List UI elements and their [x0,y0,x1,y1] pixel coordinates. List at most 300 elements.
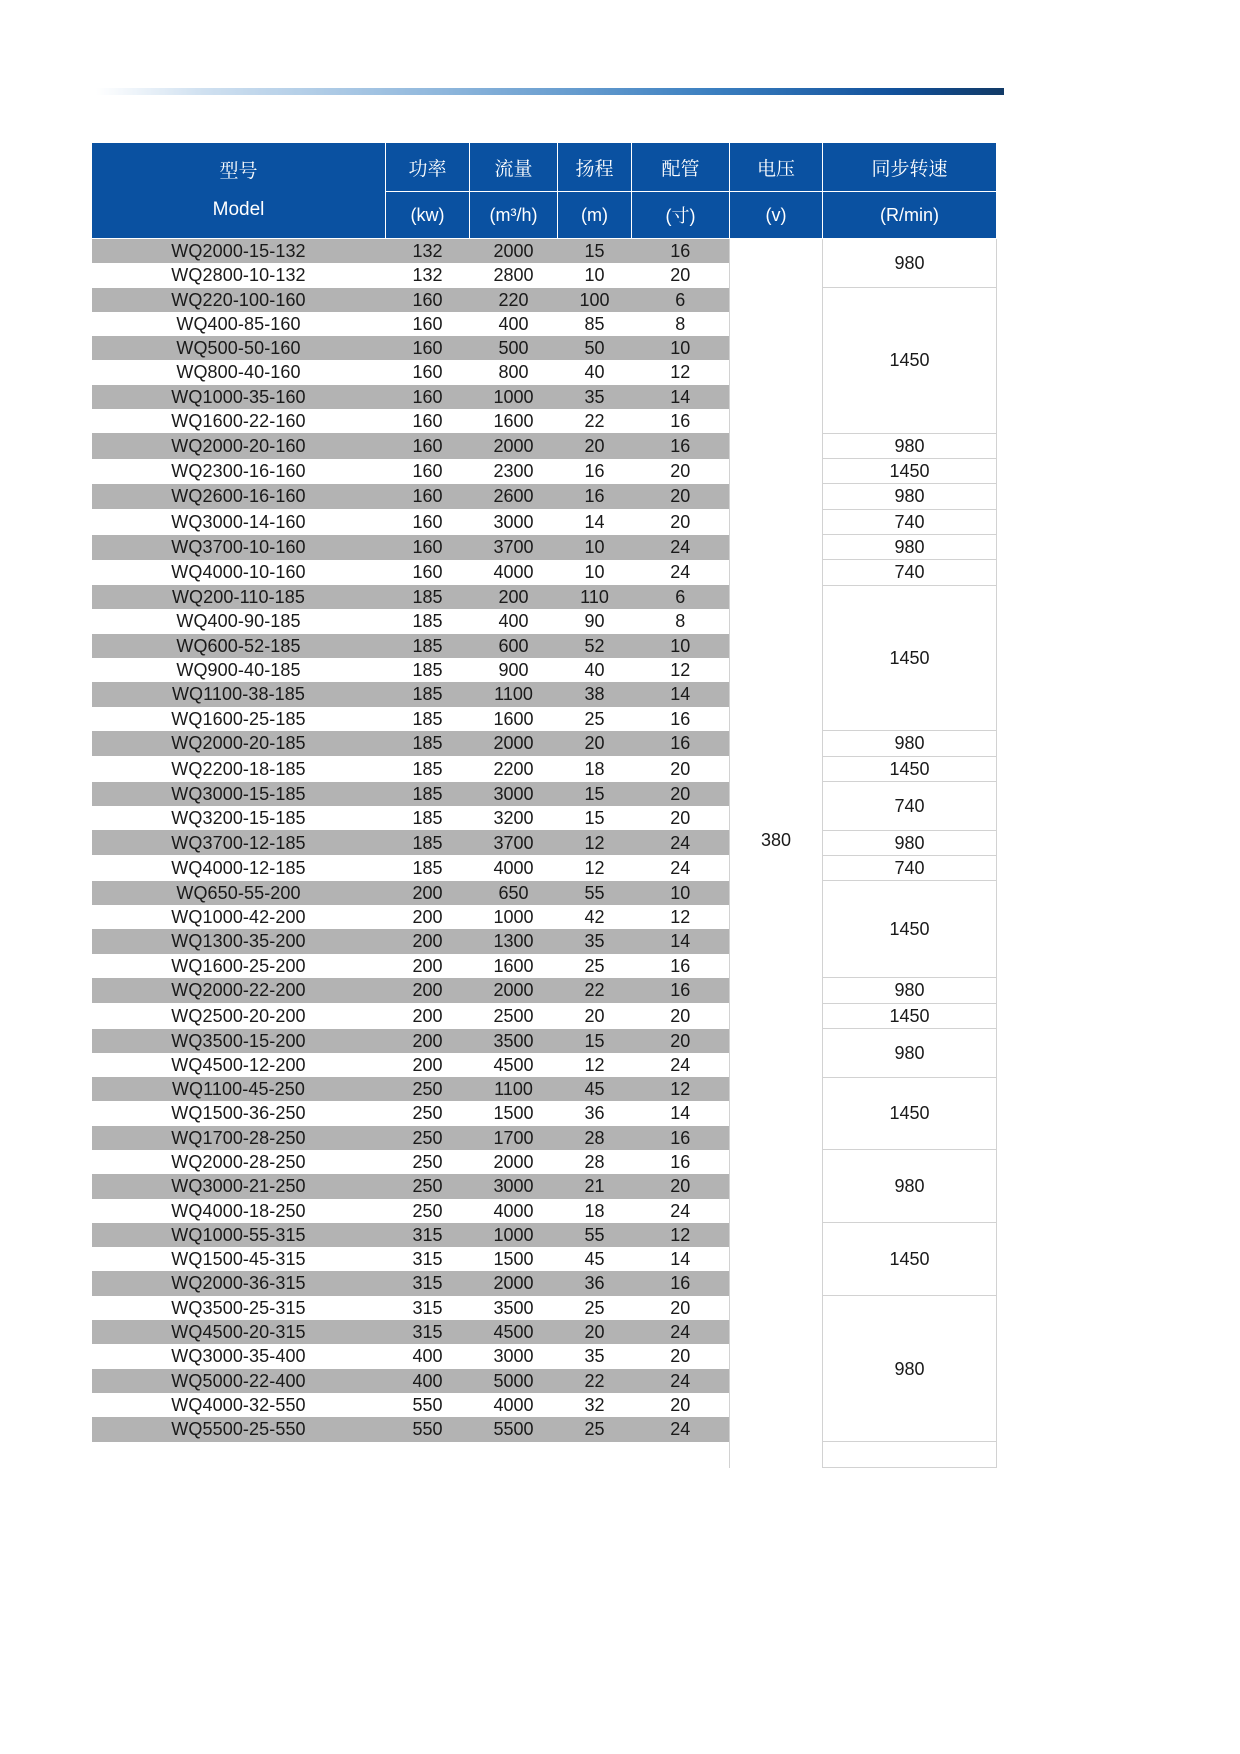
flow-cell: 2000 [470,1150,558,1174]
flow-cell: 2600 [470,484,558,509]
model-cell: WQ1500-36-250 [92,1101,386,1125]
header-voltage-unit: (v) [730,192,823,239]
head-cell: 12 [558,830,632,855]
pipe-cell: 24 [632,535,730,560]
model-cell: WQ3700-12-185 [92,830,386,855]
power-cell: 160 [386,535,470,560]
power-cell: 200 [386,1053,470,1077]
power-cell: 250 [386,1101,470,1125]
power-cell: 185 [386,585,470,609]
speed-cell: 980 [823,1296,997,1442]
speed-cell: 1450 [823,881,997,978]
pipe-cell: 24 [632,855,730,880]
model-cell: WQ1000-35-160 [92,385,386,409]
pipe-cell: 8 [632,312,730,336]
model-cell: WQ3500-15-200 [92,1029,386,1053]
filler-speed-cell [823,1442,997,1468]
power-cell: 400 [386,1344,470,1368]
head-cell: 20 [558,433,632,458]
power-cell: 160 [386,459,470,484]
head-cell: 42 [558,905,632,929]
model-cell: WQ1500-45-315 [92,1247,386,1271]
filler-cell [558,1442,632,1468]
flow-cell: 3500 [470,1296,558,1320]
model-cell: WQ3200-15-185 [92,806,386,830]
speed-cell: 1450 [823,459,997,484]
head-cell: 15 [558,806,632,830]
flow-cell: 1000 [470,385,558,409]
power-cell: 160 [386,336,470,360]
voltage-cell: 380 [730,239,823,1442]
head-cell: 22 [558,1369,632,1393]
model-cell: WQ2200-18-185 [92,756,386,781]
model-cell: WQ3000-14-160 [92,509,386,534]
head-cell: 12 [558,1053,632,1077]
pipe-cell: 14 [632,929,730,953]
flow-cell: 2000 [470,731,558,756]
flow-cell: 2000 [470,433,558,458]
pump-specification-table [91,142,997,1468]
model-cell: WQ1100-45-250 [92,1077,386,1101]
power-cell: 315 [386,1271,470,1295]
pipe-cell: 14 [632,1247,730,1271]
power-cell: 315 [386,1320,470,1344]
flow-cell: 4500 [470,1053,558,1077]
power-cell: 185 [386,756,470,781]
model-cell: WQ4500-12-200 [92,1053,386,1077]
power-cell: 200 [386,954,470,978]
pipe-cell: 12 [632,1077,730,1101]
head-cell: 36 [558,1271,632,1295]
table-row [92,830,997,855]
pipe-cell: 12 [632,905,730,929]
model-cell: WQ2000-36-315 [92,1271,386,1295]
pipe-cell: 16 [632,1126,730,1150]
pipe-cell: 6 [632,585,730,609]
header-speed-cn: 同步转速 [823,143,997,192]
speed-cell: 980 [823,978,997,1003]
model-cell: WQ4000-32-550 [92,1393,386,1417]
head-cell: 10 [558,560,632,585]
table-filler-row [92,1442,997,1468]
head-cell: 100 [558,288,632,312]
table-row [92,509,997,534]
power-cell: 550 [386,1393,470,1417]
flow-cell: 1100 [470,1077,558,1101]
power-cell: 250 [386,1077,470,1101]
pipe-cell: 20 [632,1296,730,1320]
flow-cell: 500 [470,336,558,360]
table-row [92,1223,997,1247]
power-cell: 185 [386,731,470,756]
flow-cell: 1000 [470,1223,558,1247]
pipe-cell: 20 [632,756,730,781]
model-cell: WQ3000-15-185 [92,782,386,806]
header-head-unit: (m) [558,192,632,239]
head-cell: 85 [558,312,632,336]
pipe-cell: 24 [632,1320,730,1344]
pipe-cell: 10 [632,881,730,905]
pipe-cell: 20 [632,484,730,509]
pipe-cell: 6 [632,288,730,312]
model-cell: WQ2000-20-160 [92,433,386,458]
flow-cell: 2200 [470,756,558,781]
head-cell: 25 [558,954,632,978]
pipe-cell: 16 [632,731,730,756]
model-cell: WQ600-52-185 [92,634,386,658]
head-cell: 20 [558,731,632,756]
power-cell: 315 [386,1223,470,1247]
head-cell: 20 [558,1003,632,1028]
power-cell: 160 [386,509,470,534]
head-cell: 15 [558,239,632,264]
table-body [92,239,997,1468]
power-cell: 315 [386,1247,470,1271]
pipe-cell: 16 [632,409,730,433]
header-speed-unit: (R/min) [823,192,997,239]
power-cell: 400 [386,1369,470,1393]
flow-cell: 4000 [470,1393,558,1417]
table-row [92,535,997,560]
head-cell: 32 [558,1393,632,1417]
head-cell: 22 [558,978,632,1003]
pipe-cell: 16 [632,433,730,458]
header-voltage-cn: 电压 [730,143,823,192]
model-cell: WQ1300-35-200 [92,929,386,953]
header-power-unit: (kw) [386,192,470,239]
model-cell: WQ1000-55-315 [92,1223,386,1247]
power-cell: 550 [386,1417,470,1441]
head-cell: 50 [558,336,632,360]
power-cell: 250 [386,1199,470,1223]
power-cell: 160 [386,560,470,585]
speed-cell: 740 [823,782,997,831]
flow-cell: 650 [470,881,558,905]
power-cell: 185 [386,707,470,731]
power-cell: 160 [386,409,470,433]
model-cell: WQ4000-18-250 [92,1199,386,1223]
flow-cell: 4000 [470,1199,558,1223]
flow-cell: 1300 [470,929,558,953]
model-cell: WQ650-55-200 [92,881,386,905]
head-cell: 35 [558,1344,632,1368]
model-cell: WQ5000-22-400 [92,1369,386,1393]
pipe-cell: 20 [632,1029,730,1053]
table-row [92,731,997,756]
table-row [92,1296,997,1320]
table-header [92,143,997,239]
top-gradient-rule [96,88,1004,95]
filler-cell [470,1442,558,1468]
head-cell: 45 [558,1247,632,1271]
pipe-cell: 10 [632,634,730,658]
pipe-cell: 24 [632,1417,730,1441]
head-cell: 18 [558,1199,632,1223]
speed-cell: 1450 [823,1077,997,1150]
model-cell: WQ500-50-160 [92,336,386,360]
filler-cell [386,1442,470,1468]
model-cell: WQ2000-15-132 [92,239,386,264]
flow-cell: 3000 [470,782,558,806]
flow-cell: 1000 [470,905,558,929]
pipe-cell: 20 [632,1393,730,1417]
speed-cell: 740 [823,509,997,534]
model-cell: WQ2000-22-200 [92,978,386,1003]
power-cell: 160 [386,312,470,336]
model-cell: WQ3000-35-400 [92,1344,386,1368]
model-cell: WQ3500-25-315 [92,1296,386,1320]
flow-cell: 3700 [470,830,558,855]
header-flow-cn: 流量 [470,143,558,192]
flow-cell: 1100 [470,682,558,706]
flow-cell: 2000 [470,978,558,1003]
speed-cell: 980 [823,1029,997,1078]
model-cell: WQ3700-10-160 [92,535,386,560]
flow-cell: 2000 [470,239,558,264]
flow-cell: 1500 [470,1247,558,1271]
head-cell: 28 [558,1150,632,1174]
power-cell: 200 [386,929,470,953]
model-cell: WQ900-40-185 [92,658,386,682]
pipe-cell: 20 [632,459,730,484]
table-row [92,978,997,1003]
power-cell: 315 [386,1296,470,1320]
power-cell: 132 [386,239,470,264]
head-cell: 16 [558,484,632,509]
filler-cell [92,1442,386,1468]
speed-cell: 980 [823,1150,997,1223]
flow-cell: 2300 [470,459,558,484]
speed-cell: 1450 [823,288,997,434]
power-cell: 185 [386,634,470,658]
model-cell: WQ4000-10-160 [92,560,386,585]
table-row [92,239,997,264]
speed-cell: 980 [823,731,997,756]
table-row [92,459,997,484]
power-cell: 250 [386,1126,470,1150]
head-cell: 28 [558,1126,632,1150]
speed-cell: 980 [823,239,997,288]
speed-cell: 980 [823,433,997,458]
model-cell: WQ5500-25-550 [92,1417,386,1441]
model-cell: WQ2800-10-132 [92,263,386,287]
power-cell: 160 [386,385,470,409]
head-cell: 55 [558,881,632,905]
flow-cell: 3500 [470,1029,558,1053]
flow-cell: 4500 [470,1320,558,1344]
speed-cell: 1450 [823,585,997,731]
flow-cell: 1700 [470,1126,558,1150]
pipe-cell: 16 [632,954,730,978]
power-cell: 185 [386,682,470,706]
head-cell: 15 [558,782,632,806]
flow-cell: 400 [470,312,558,336]
head-cell: 25 [558,707,632,731]
power-cell: 200 [386,1003,470,1028]
speed-cell: 1450 [823,1223,997,1296]
model-cell: WQ1600-25-185 [92,707,386,731]
header-pipe-cn: 配管 [632,143,730,192]
pipe-cell: 20 [632,1003,730,1028]
flow-cell: 1500 [470,1101,558,1125]
header-pipe-unit: (寸) [632,192,730,239]
table-row [92,881,997,905]
head-cell: 10 [558,263,632,287]
head-cell: 40 [558,360,632,384]
power-cell: 160 [386,360,470,384]
model-cell: WQ2000-28-250 [92,1150,386,1174]
table-row [92,560,997,585]
pipe-cell: 14 [632,682,730,706]
head-cell: 18 [558,756,632,781]
power-cell: 160 [386,484,470,509]
model-cell: WQ200-110-185 [92,585,386,609]
head-cell: 25 [558,1417,632,1441]
power-cell: 185 [386,609,470,633]
head-cell: 22 [558,409,632,433]
pipe-cell: 20 [632,806,730,830]
model-cell: WQ2300-16-160 [92,459,386,484]
pipe-cell: 10 [632,336,730,360]
pipe-cell: 24 [632,1199,730,1223]
model-cell: WQ220-100-160 [92,288,386,312]
head-cell: 20 [558,1320,632,1344]
flow-cell: 4000 [470,560,558,585]
pipe-cell: 16 [632,1271,730,1295]
table-row [92,433,997,458]
head-cell: 35 [558,385,632,409]
speed-cell: 980 [823,535,997,560]
table-row [92,585,997,609]
pipe-cell: 20 [632,1344,730,1368]
specification-table-wrapper [91,142,996,1468]
flow-cell: 800 [470,360,558,384]
flow-cell: 1600 [470,707,558,731]
flow-cell: 2000 [470,1271,558,1295]
pipe-cell: 20 [632,263,730,287]
power-cell: 160 [386,433,470,458]
filler-cell [632,1442,730,1468]
head-cell: 52 [558,634,632,658]
power-cell: 200 [386,1029,470,1053]
head-cell: 36 [558,1101,632,1125]
pipe-cell: 20 [632,1174,730,1198]
power-cell: 185 [386,658,470,682]
table-row [92,855,997,880]
model-cell: WQ1100-38-185 [92,682,386,706]
pipe-cell: 20 [632,782,730,806]
speed-cell: 1450 [823,756,997,781]
pipe-cell: 16 [632,707,730,731]
head-cell: 15 [558,1029,632,1053]
power-cell: 185 [386,806,470,830]
table-row [92,1029,997,1053]
speed-cell: 1450 [823,1003,997,1028]
table-row [92,1077,997,1101]
model-cell: WQ1700-28-250 [92,1126,386,1150]
speed-cell: 980 [823,484,997,509]
table-row [92,1150,997,1174]
model-cell: WQ1600-22-160 [92,409,386,433]
flow-cell: 200 [470,585,558,609]
pipe-cell: 24 [632,830,730,855]
pipe-cell: 24 [632,1053,730,1077]
pipe-cell: 24 [632,1369,730,1393]
pipe-cell: 14 [632,1101,730,1125]
pipe-cell: 16 [632,239,730,264]
pipe-cell: 20 [632,509,730,534]
head-cell: 10 [558,535,632,560]
head-cell: 110 [558,585,632,609]
head-cell: 16 [558,459,632,484]
table-row [92,288,997,312]
head-cell: 38 [558,682,632,706]
head-cell: 55 [558,1223,632,1247]
header-power-cn: 功率 [386,143,470,192]
speed-cell: 980 [823,830,997,855]
head-cell: 25 [558,1296,632,1320]
head-cell: 90 [558,609,632,633]
filler-voltage-cell [730,1442,823,1468]
head-cell: 12 [558,855,632,880]
speed-cell: 740 [823,855,997,880]
table-row [92,756,997,781]
flow-cell: 3000 [470,509,558,534]
model-cell: WQ4000-12-185 [92,855,386,880]
table-row [92,484,997,509]
power-cell: 132 [386,263,470,287]
power-cell: 160 [386,288,470,312]
flow-cell: 900 [470,658,558,682]
header-model-cn: 型号 [219,161,258,183]
pipe-cell: 8 [632,609,730,633]
speed-cell: 740 [823,560,997,585]
model-cell: WQ3000-21-250 [92,1174,386,1198]
head-cell: 21 [558,1174,632,1198]
model-cell: WQ1600-25-200 [92,954,386,978]
pipe-cell: 16 [632,1150,730,1174]
table-row [92,782,997,806]
flow-cell: 400 [470,609,558,633]
model-cell: WQ4500-20-315 [92,1320,386,1344]
flow-cell: 5000 [470,1369,558,1393]
head-cell: 40 [558,658,632,682]
model-cell: WQ2500-20-200 [92,1003,386,1028]
head-cell: 45 [558,1077,632,1101]
header-flow-unit: (m³/h) [470,192,558,239]
header-model-en: Model [212,198,265,220]
model-cell: WQ2600-16-160 [92,484,386,509]
flow-cell: 600 [470,634,558,658]
model-cell: WQ1000-42-200 [92,905,386,929]
power-cell: 200 [386,881,470,905]
flow-cell: 3700 [470,535,558,560]
flow-cell: 3000 [470,1344,558,1368]
header-model [92,143,386,239]
flow-cell: 1600 [470,409,558,433]
power-cell: 185 [386,782,470,806]
model-cell: WQ2000-20-185 [92,731,386,756]
head-cell: 14 [558,509,632,534]
header-head-cn: 扬程 [558,143,632,192]
power-cell: 185 [386,830,470,855]
power-cell: 185 [386,855,470,880]
flow-cell: 5500 [470,1417,558,1441]
model-cell: WQ400-85-160 [92,312,386,336]
flow-cell: 1600 [470,954,558,978]
pipe-cell: 14 [632,385,730,409]
model-cell: WQ800-40-160 [92,360,386,384]
